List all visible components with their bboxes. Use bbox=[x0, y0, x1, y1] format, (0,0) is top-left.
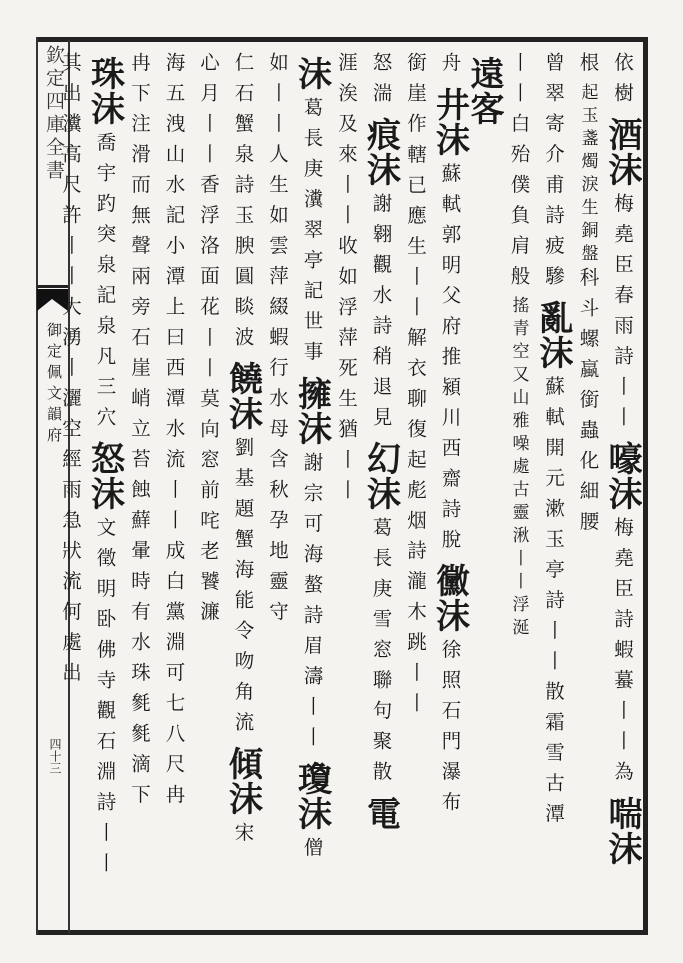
column-text: 丨灑空經雨急狀流何處出 bbox=[59, 357, 82, 693]
text-column bbox=[464, 52, 504, 924]
text-column bbox=[395, 52, 435, 924]
headword: 沫 bbox=[291, 56, 332, 91]
text-column bbox=[292, 52, 332, 924]
headword: 傾沫 bbox=[222, 746, 263, 816]
column-text: 銜崖作 bbox=[404, 52, 427, 144]
column-text: 喬宇趵突泉記泉凡三穴 bbox=[93, 132, 117, 437]
column-text: 宋 bbox=[231, 822, 255, 853]
column-text: 冉下注滑而無聲兩旁石崖峭立苔蝕蘚暈時有水珠毿毿滴下 bbox=[128, 52, 151, 815]
column-text: 葛長庚瀵翠亭記世事 bbox=[300, 97, 324, 372]
headword: 瓊沫 bbox=[291, 760, 332, 831]
column-text: 守 bbox=[266, 601, 289, 632]
column-text: 謝宗可海螯詩眉濤丨丨 bbox=[300, 451, 324, 757]
headword: 擁沫 bbox=[291, 375, 332, 446]
text-column bbox=[602, 52, 642, 924]
frame-bottom-border bbox=[36, 930, 648, 935]
column-text: 心月丨丨香浮洛面花 bbox=[197, 52, 220, 327]
column-text: 詩瀧木跳丨丨 bbox=[404, 540, 427, 723]
gutter-book-title: 御定佩文韻府 bbox=[45, 322, 63, 448]
text-column bbox=[568, 52, 608, 924]
gutter-series-title: 欽定四庫全書 bbox=[43, 45, 65, 183]
text-column bbox=[223, 52, 263, 924]
column-text: 蘇軾郭明父府推潁川西齋詩脫 bbox=[438, 162, 462, 559]
column-text: 葛長庚雪窓聯句聚散 bbox=[369, 517, 393, 792]
headword: 幻沫 bbox=[360, 441, 401, 511]
gutter-folio-number: 四十三 bbox=[48, 738, 62, 774]
column-text: 綴蝦行水母含秋孕地靈 bbox=[266, 296, 289, 601]
column-text: 仁石蟹泉詩玉腴圓睒波 bbox=[231, 52, 255, 357]
column-text: 丨丨白殆僕負肩般 bbox=[507, 52, 531, 296]
column-text: 根 bbox=[576, 52, 600, 83]
frame-right-border bbox=[643, 37, 648, 935]
column-text: 搖青空又山雅噪處古靈湫丨丨浮涎 bbox=[508, 296, 529, 641]
frame-left-border bbox=[36, 37, 38, 935]
text-column bbox=[361, 52, 401, 924]
column-text: 涯涘及來丨丨收 bbox=[335, 52, 358, 266]
text-column bbox=[119, 52, 159, 924]
headword: 遠客 bbox=[464, 56, 504, 126]
text-column bbox=[257, 52, 297, 924]
column-text: 曾翠寄介甫詩疲驂 bbox=[542, 52, 565, 296]
text-column bbox=[188, 52, 228, 924]
text-column bbox=[50, 52, 90, 924]
column-text: 文徵明卧佛寺觀石淵詩丨丨 bbox=[93, 517, 117, 883]
headword: 喘沫 bbox=[602, 795, 642, 866]
column-text: 梅堯臣詩蝦蟇丨丨為 bbox=[611, 517, 634, 792]
column-text: 徐照石門瀑布 bbox=[438, 639, 462, 822]
column-text: 如浮萍死生猶丨丨 bbox=[335, 265, 358, 510]
column-text: 劉基題蟹海能令吻角流 bbox=[231, 437, 255, 742]
column-text: 依樹 bbox=[611, 52, 634, 113]
text-column bbox=[326, 52, 366, 924]
text-column bbox=[430, 52, 470, 924]
headword: 黴沫 bbox=[429, 563, 470, 633]
headword: 嚎沫 bbox=[602, 441, 642, 511]
column-text: 如丨丨人生如雲萍 bbox=[266, 52, 289, 296]
column-text: 僧 bbox=[300, 836, 324, 867]
headword: 亂沫 bbox=[533, 300, 573, 370]
text-column bbox=[85, 52, 125, 924]
column-text: 舟 bbox=[438, 52, 462, 83]
headword: 井沫 bbox=[429, 86, 470, 157]
text-column bbox=[154, 52, 194, 924]
headword: 酒沫 bbox=[602, 117, 642, 187]
column-text: 丨丨莫向窓前咤老饕 bbox=[197, 326, 220, 601]
frame-top-border bbox=[36, 37, 648, 42]
column-text: 蘇軾開元漱玉亭詩丨丨散霜雪古潭 bbox=[542, 376, 565, 834]
column-text: 起玉盞燭淚生銅盤 bbox=[577, 82, 598, 267]
column-text: 濂 bbox=[197, 601, 220, 632]
headword: 饒沫 bbox=[222, 361, 263, 431]
column-text: 其出瀵高尺許丨丨大湧 bbox=[59, 52, 82, 357]
text-column bbox=[533, 52, 573, 924]
column-text: 海五洩山水記小潭上曰西潭水流丨丨成白黨淵可七八尺冉 bbox=[162, 52, 186, 815]
headword: 珠沫 bbox=[84, 56, 125, 126]
column-text: 梅堯臣春雨詩丨丨 bbox=[611, 193, 634, 437]
headword: 痕沫 bbox=[360, 117, 401, 187]
headword: 電 bbox=[360, 795, 401, 831]
headword: 怒沫 bbox=[84, 441, 125, 511]
column-text: 謝翱觀水詩稍退見 bbox=[369, 193, 393, 437]
text-column bbox=[499, 52, 539, 924]
column-text: 科斗螺蠃銜蟲化細腰 bbox=[576, 266, 600, 541]
column-text: 轄已應生丨丨解衣聊復起彪烟 bbox=[404, 143, 427, 540]
column-text: 怒湍 bbox=[369, 52, 393, 113]
